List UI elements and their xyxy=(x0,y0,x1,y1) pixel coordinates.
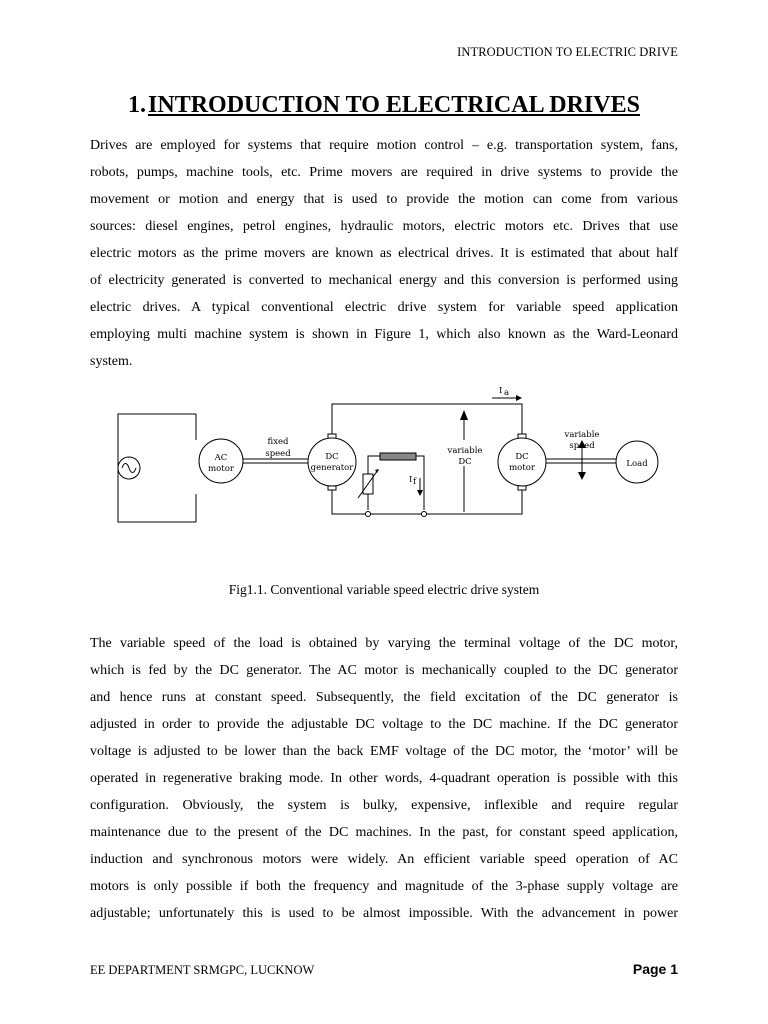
text-line: voltage is adjusted to be lower than the back EMF voltage of the DC motor, the ‘motor’ will be xyxy=(90,744,678,759)
variable-dc-arrow xyxy=(438,410,488,512)
rheostat-arrow xyxy=(375,469,379,473)
text-line: sources: diesel engines, petrol engines, hydraulic motors, electric motors etc. Drives that use xyxy=(90,219,678,234)
page-number: Page 1 xyxy=(632,961,678,977)
field-terminal-left xyxy=(366,512,371,517)
variable-speed-label-2: speed xyxy=(569,441,595,451)
dc-motor-label-1: DC xyxy=(515,452,529,462)
dc-motor xyxy=(498,434,546,490)
load-label: Load xyxy=(626,459,648,469)
current-a-subscript: a xyxy=(504,388,510,398)
variable-dc-label-2: DC xyxy=(458,457,472,467)
text-line: motors is only possible if both the frequency and magnitude of the 3-phase supply voltage are xyxy=(90,879,678,894)
armature-circuit xyxy=(332,404,522,514)
text-line: adjustable; unfortunately this is used to be almost impossible. With the advancement in power xyxy=(90,906,678,921)
current-a-label: I xyxy=(499,386,503,396)
text-line: robots, pumps, machine tools, etc. Prime movers are required in drive systems to provide the xyxy=(90,165,678,180)
text-line: adjusted in order to provide the adjustable DC voltage to the DC machine. If the DC generator xyxy=(90,717,678,732)
text-line: The variable speed of the load is obtained by varying the terminal voltage of the DC motor, xyxy=(90,636,678,651)
ward-leonard-diagram xyxy=(112,382,682,532)
dc-generator xyxy=(308,434,356,490)
dc-generator-label-1: DC xyxy=(325,452,339,462)
text-line: employing multi machine system is shown in Figure 1, which also known as the Ward-Leonard xyxy=(90,327,678,342)
text-line: configuration. Obviously, the system is bulky, expensive, inflexible and require regular xyxy=(90,798,678,813)
ac-motor-label-2: motor xyxy=(208,464,234,474)
variable-dc-label-1: variable xyxy=(447,446,483,456)
section-title: INTRODUCTION TO ELECTRICAL DRIVES xyxy=(148,92,640,118)
dc-motor-label-2: motor xyxy=(509,463,535,473)
text-line: induction and synchronous motors were widely. An efficient variable speed operation of AC xyxy=(90,852,678,867)
shaft-fixed xyxy=(243,459,308,463)
text-line: movement or motion and energy that is used to provide the motion can come from various xyxy=(90,192,678,207)
text-line: system. xyxy=(90,354,133,369)
text-line: Drives are employed for systems that require motion control – e.g. transportation system, fans, xyxy=(90,138,678,153)
field-terminal-right xyxy=(422,512,427,517)
text-line: maintenance due to the present of the DC machines. In the past, for constant speed application, xyxy=(90,825,678,840)
running-header: INTRODUCTION TO ELECTRIC DRIVE xyxy=(457,45,678,59)
dc-generator-label-2: generator xyxy=(310,463,354,473)
load xyxy=(616,441,658,483)
current-arrow-f xyxy=(409,475,423,496)
current-arrow-a xyxy=(492,386,522,401)
figure-caption: Fig1.1. Conventional variable speed electric drive system xyxy=(228,582,540,597)
fixed-speed-label-2: speed xyxy=(265,449,291,459)
current-f-subscript: f xyxy=(413,477,417,487)
fixed-speed-label-1: fixed xyxy=(267,437,289,447)
ac-motor xyxy=(199,439,243,483)
ac-motor-label-1: AC xyxy=(214,453,228,463)
page-title xyxy=(0,92,768,119)
text-line: of electricity generated is converted to mechanical energy and this conversion is performed using xyxy=(90,273,678,288)
ac-source-symbol xyxy=(118,457,140,479)
variable-speed-label-1: variable xyxy=(564,430,600,440)
current-f-label: I xyxy=(409,475,413,485)
text-line: and hence runs at constant speed. Subsequently, the field excitation of the DC generator is xyxy=(90,690,678,705)
paragraph-variable-speed xyxy=(90,630,678,927)
text-line: operated in regenerative braking mode. In other words, 4-quadrant operation is possible with this xyxy=(90,771,678,786)
text-line: electric drives. A typical conventional electric drive system for variable speed application xyxy=(90,300,678,315)
section-number: 1. xyxy=(128,92,147,118)
text-line: electric motors as the prime movers are known as electrical drives. It is estimated that about half xyxy=(90,246,678,261)
shaft-variable xyxy=(546,459,616,463)
paragraph-intro xyxy=(90,132,678,375)
text-line: which is fed by the DC generator. The AC motor is mechanically coupled to the DC generator xyxy=(90,663,678,678)
footer-department: EE DEPARTMENT SRMGPC, LUCKNOW xyxy=(90,963,315,977)
